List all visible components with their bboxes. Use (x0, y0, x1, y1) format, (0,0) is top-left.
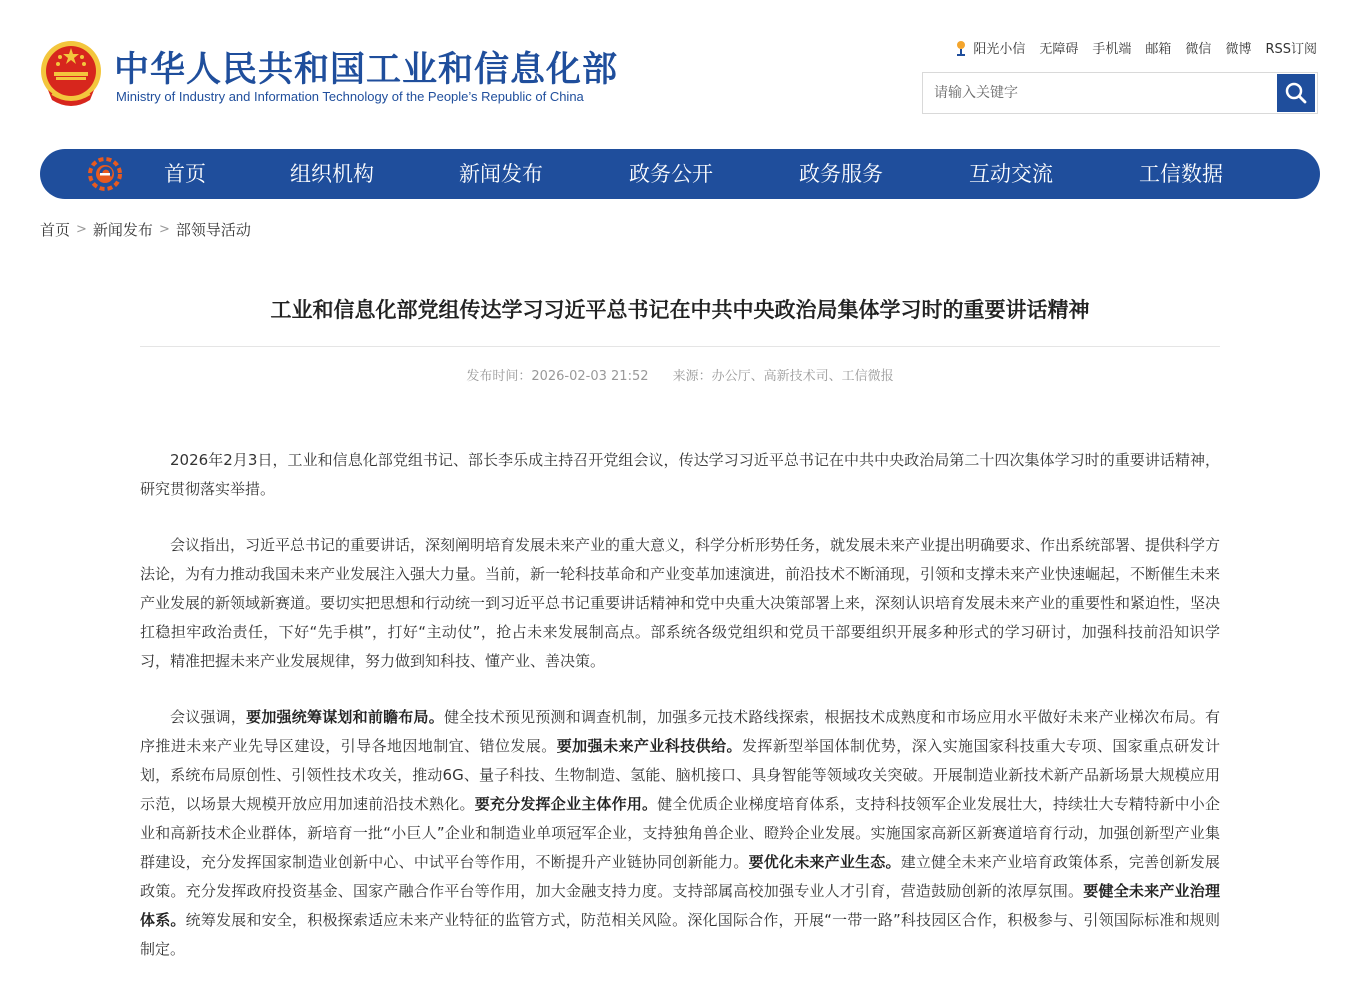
nav-item-government-affairs[interactable]: 政务公开 (629, 162, 713, 186)
paragraph-3 (140, 703, 1220, 964)
breadcrumb (40, 219, 251, 240)
paragraph-1: 2026年2月3日，工业和信息化部党组书记、部长李乐成主持召开党组会议，传达学习习近平总书记在中共中央政治局第二十四次集体学习时的重要讲话精神，研究贯彻落实举措。 (140, 451, 1220, 498)
nav-item-news[interactable]: 新闻发布 (459, 162, 543, 186)
top-links (953, 38, 1317, 57)
site-subtitle: Ministry of Industry and Information Technology of the People’s Republic of China (116, 89, 584, 104)
top-link-mail[interactable]: 邮箱 (1145, 42, 1172, 57)
article-title: 工业和信息化部党组传达学习习近平总书记在中共中央政治局集体学习时的重要讲话精神 (270, 298, 1090, 322)
nav-item-interaction[interactable]: 互动交流 (969, 162, 1053, 186)
breadcrumb-separator-icon: > (76, 222, 87, 237)
top-link-sunshine[interactable] (953, 38, 1025, 57)
text-run: 会议强调， (170, 708, 247, 726)
breadcrumb-home[interactable]: 首页 (40, 221, 71, 239)
bold-run: 要加强统筹谋划和前瞻布局。 (246, 708, 444, 726)
nav-item-data[interactable]: 工信数据 (1139, 162, 1223, 186)
top-link-label: 阳光小信 (973, 42, 1026, 57)
miit-logo-icon[interactable] (88, 157, 122, 191)
nav-item-home[interactable]: 首页 (164, 162, 206, 186)
bold-run: 要优化未来产业生态。 (748, 853, 901, 871)
bold-run: 要健全未来产业治理体系。 (140, 882, 1220, 929)
breadcrumb-leaders[interactable]: 部领导活动 (175, 221, 251, 239)
search-icon (1284, 81, 1308, 105)
breadcrumb-separator-icon: > (158, 222, 170, 237)
breadcrumb-news[interactable]: 新闻发布 (92, 221, 153, 239)
top-link-weibo[interactable]: 微博 (1225, 42, 1252, 57)
search-input[interactable] (923, 73, 1279, 113)
text-run: 健全技术预见预测和调查机制，加强多元技术路线探索，根据技术成熟度和市场应用水平做好未来产业梯次布局。有序推进未来产业先导区建设，引导各地因地制宜、错位发展。 (140, 708, 1220, 755)
text-run: 统筹发展和安全，积极探索适应未来产业特征的监管方式，防范相关风险。深化国际合作，开展“一带一路”科技园区合作，积极参与、引领国际标准和规则制定。 (140, 911, 1220, 958)
bold-run: 要充分发挥企业主体作用。 (474, 795, 658, 813)
nav-item-government-services[interactable]: 政务服务 (799, 162, 883, 186)
paragraph-2: 会议指出，习近平总书记的重要讲话，深刻阐明培育发展未来产业的重大意义，科学分析形势任务，就发展未来产业提出明确要求、作出系统部署、提供科学方法论，为有力推动我国未来产业发展注入强大力量。当前，新一轮科技革命和产业变革加速演进，前沿技术不断涌现，引领和支撑未来产业快速崛起，不断催生未来产业发展的新领域新赛道。要切实把思想和行动统一到习近平总书记重要讲话精神和党中央重大决策部署上来，深刻认识培育发展未来产业的重要性和紧迫性，坚决扛稳担牢政治责任，下好“先手棋”，打好“主动仗”，抢占未来发展制高点。部系统各级党组织和党员干部要组织开展多种形式的学习研讨，加强科技前沿知识学习，精准把握未来产业发展规律，努力做到知科技、懂产业、善决策。 (140, 536, 1221, 670)
site-title[interactable]: 中华人民共和国工业和信息化部 (114, 50, 619, 90)
nav-item-organization[interactable]: 组织机构 (290, 162, 374, 186)
text-run: 健全优质企业梯度培育体系，支持科技领军企业发展壮大，持续壮大专精特新中小企业和高新技术企业群体，新培育一批“小巨人”企业和制造业单项冠军企业，支持独角兽企业、瞪羚企业发展。实施国家高新区新赛道培育行动，加强创新型产业集群建设，充分发挥国家制造业创新中心、中试平台等作用，不断提升产业链协同创新能力。 (140, 795, 1220, 871)
search-button[interactable] (1277, 74, 1315, 112)
title-divider (140, 346, 1220, 347)
site-header (0, 0, 1348, 140)
top-link-accessibility[interactable]: 无障碍 (1039, 42, 1079, 57)
national-emblem-icon[interactable] (38, 40, 104, 108)
top-link-wechat[interactable]: 微信 (1185, 42, 1212, 57)
article-meta (140, 365, 1220, 384)
publish-time: 发布时间：2026-02-03 21:52 (466, 369, 649, 384)
main-nav (40, 149, 1320, 199)
article-content (140, 446, 1220, 989)
top-link-rss[interactable]: RSS订阅 (1265, 42, 1317, 57)
sunshine-icon (953, 39, 969, 57)
search-box (922, 72, 1318, 114)
article-source: 来源：办公厅、高新技术司、工信微报 (672, 369, 894, 384)
text-run: 发挥新型举国体制优势，深入实施国家科技重大专项、国家重点研发计划，系统布局原创性、引领性技术攻关，推动6G、量子科技、生物制造、氢能、脑机接口、具身智能等领域攻关突破。开展制造业新技术新产品新场景大规模应用示范，以场景大规模开放应用加速前沿技术熟化。 (140, 737, 1220, 813)
top-link-mobile[interactable]: 手机端 (1092, 42, 1132, 57)
bold-run: 要加强未来产业科技供给。 (556, 737, 742, 755)
text-run: 建立健全未来产业培育政策体系，完善创新发展政策。充分发挥政府投资基金、国家产融合作平台等作用，加大金融支持力度。支持部属高校加强专业人才引育，营造鼓励创新的浓厚氛围。 (140, 853, 1220, 900)
